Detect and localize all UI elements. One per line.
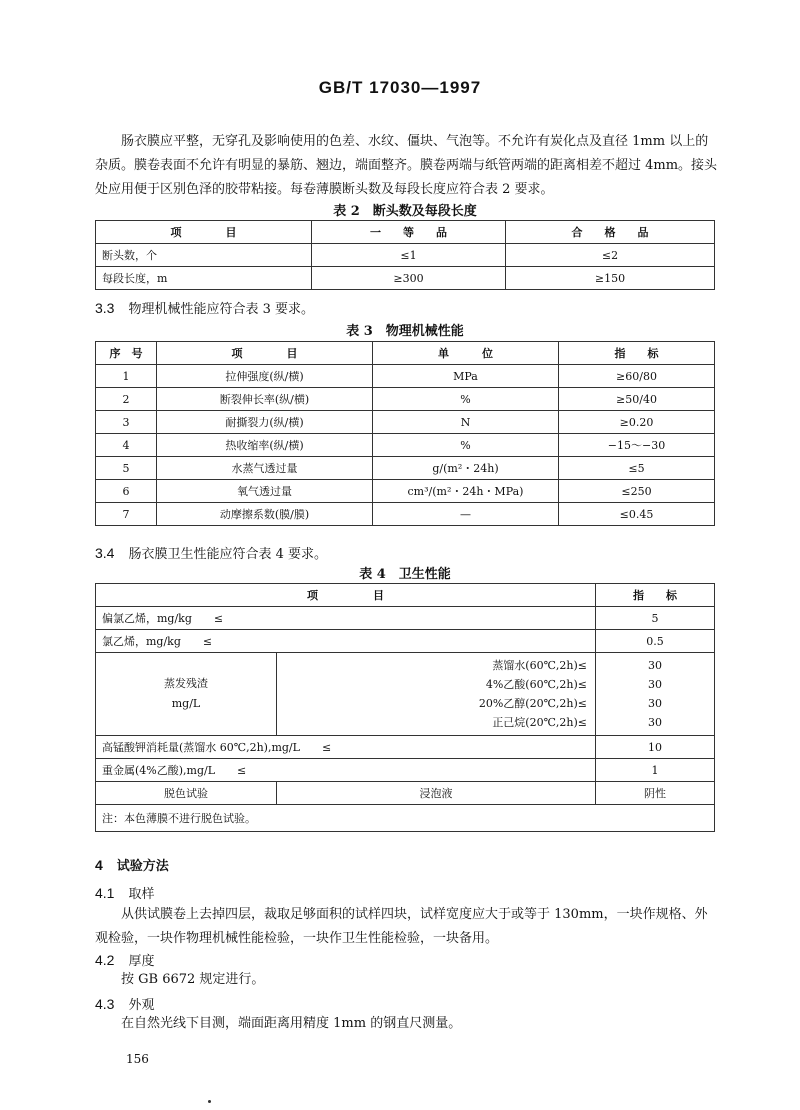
table-header-row [96,342,715,365]
table3 [95,341,715,526]
table-cell: 6 [96,480,157,503]
section-4-2-text: 按 GB 6672 规定进行。 [121,972,265,987]
table-cell: cm³/(m²・24h・MPa) [373,480,559,503]
table-cell: 氧气透过量 [157,480,373,503]
table-row [96,653,715,736]
table-cell: −15～−30 [559,434,715,457]
table-cell: 1 [96,365,157,388]
table-cell: 0.5 [596,630,715,653]
table-row [96,480,715,503]
table-row [96,503,715,526]
table-cell: N [373,411,559,434]
table-cell: 5 [596,607,715,630]
table-row [96,759,715,782]
table-header: 序 号 [96,342,157,365]
table-row [96,244,715,267]
table-row [96,365,715,388]
table-cell: 3 [96,411,157,434]
section-number: 4 [95,857,103,873]
table-header: 指 标 [596,584,715,607]
table-cell: % [373,434,559,457]
standard-number: GB/T 17030—1997 [318,78,482,97]
table-header-row [96,584,715,607]
section-3-3 [95,298,314,317]
section-title: 试验方法 [116,859,169,874]
section-text: 物理机械性能应符合表 3 要求。 [128,302,315,317]
table-header: 单 位 [373,342,559,365]
section-4 [95,855,169,874]
section-title: 取样 [128,887,155,902]
table2-caption: 表 2 断头数及每段长度 [333,204,477,219]
page-number: 156 [126,1052,149,1066]
table4 [95,583,715,832]
table-row [96,630,715,653]
section-4-2 [95,950,154,969]
section-text: 肠衣膜卫生性能应符合表 4 要求。 [128,547,328,562]
table-cell: 脱色试验 [96,782,277,805]
section-number: 4.3 [95,996,115,1012]
table-cell: 断头数，个 [96,244,312,267]
table-header: 合 格 品 [506,221,715,244]
table-cell: 浸泡液 [277,782,596,805]
table-cell: ≤0.45 [559,503,715,526]
table-cell: 高锰酸钾消耗量(蒸馏水 60℃,2h),mg/L ≤ [96,736,596,759]
evap-value: 30 [648,697,662,710]
table-cell: 5 [96,457,157,480]
table4-caption: 表 4 卫生性能 [359,567,451,582]
table-cell: 2 [96,388,157,411]
evap-subitem: 蒸馏水(60℃,2h)≤ [492,659,587,672]
table-cell: ≤250 [559,480,715,503]
table-cell: 氯乙烯，mg/kg ≤ [96,630,596,653]
table-row [96,736,715,759]
table-note-row [96,805,715,832]
table-cell: ≥300 [312,267,506,290]
evap-label-cell [96,653,277,736]
section-title: 厚度 [128,954,155,969]
section-number: 3.3 [95,300,115,316]
section-3-4 [95,543,327,562]
evap-subitem: 4%乙酸(60℃,2h)≤ [485,678,587,691]
section-number: 4.2 [95,952,115,968]
table-cell: 热收缩率(纵/横) [157,434,373,457]
table-header: 项 目 [96,584,596,607]
intro-paragraph: 肠衣膜应平整，无穿孔及影响使用的色差、水纹、僵块、气泡等。不允许有炭化点及直径 1mm 以上的杂质。膜卷表面不允许有明显的暴筋、翘边，端面整齐。膜卷两端与纸管两端的距离相差不超过 4mm。接头处应用便于区别色泽的胶带粘接。每卷薄膜断头数及每段长度应符合表 2 要求。 [95,134,718,197]
section-4-3-text: 在自然光线下目测，端面距离用精度 1mm 的钢直尺测量。 [121,1016,462,1031]
evap-value: 30 [648,678,662,691]
table-cell: ≤2 [506,244,715,267]
evap-subitems-cell [277,653,596,736]
table-row [96,411,715,434]
table-cell: 拉伸强度(纵/横) [157,365,373,388]
evap-subitem: 正己烷(20℃,2h)≤ [492,716,587,729]
table-note: 注：本色薄膜不进行脱色试验。 [96,805,715,832]
section-4-1-text: 从供试膜卷上去掉四层，裁取足够面积的试样四块，试样宽度应大于或等于 130mm，一块作规格、外观检验，一块作物理机械性能检验，一块作卫生性能检验，一块备用。 [95,907,708,946]
table-row [96,607,715,630]
table-header: 指 标 [559,342,715,365]
table-cell: 1 [596,759,715,782]
section-number: 3.4 [95,545,115,561]
evap-label: 蒸发残渣 [164,677,208,690]
table-cell: 4 [96,434,157,457]
table-row [96,457,715,480]
table-cell: 断裂伸长率(纵/横) [157,388,373,411]
table-cell: g/(m²・24h) [373,457,559,480]
table-cell: ≥60/80 [559,365,715,388]
table-row [96,434,715,457]
table-cell: ≥150 [506,267,715,290]
table-header: 项 目 [96,221,312,244]
section-title: 外观 [128,998,155,1013]
scan-speck [208,1100,211,1103]
table-cell: 耐撕裂力(纵/横) [157,411,373,434]
table-cell: — [373,503,559,526]
section-4-1 [95,883,154,902]
evap-unit: mg/L [171,697,201,710]
table-cell: 10 [596,736,715,759]
section-4-3 [95,994,154,1013]
evap-values-cell [596,653,715,736]
table-cell: 动摩擦系数(膜/膜) [157,503,373,526]
table-cell: 每段长度，m [96,267,312,290]
table-row [96,267,715,290]
table-header: 一 等 品 [312,221,506,244]
table-header: 项 目 [157,342,373,365]
table-cell: MPa [373,365,559,388]
table-cell: ≥0.20 [559,411,715,434]
table-row [96,388,715,411]
table-cell: 7 [96,503,157,526]
table2 [95,220,715,290]
table-cell: 阴性 [596,782,715,805]
table-cell: 水蒸气透过量 [157,457,373,480]
evap-subitem: 20%乙醇(20℃,2h)≤ [478,697,587,710]
table-cell: ≤5 [559,457,715,480]
table-cell: 偏氯乙烯，mg/kg ≤ [96,607,596,630]
table3-caption: 表 3 物理机械性能 [346,324,464,339]
evap-value: 30 [648,659,662,672]
table-cell: 重金属(4%乙酸),mg/L ≤ [96,759,596,782]
table-cell: % [373,388,559,411]
evap-value: 30 [648,716,662,729]
table-row [96,782,715,805]
table-cell: ≤1 [312,244,506,267]
table-cell: ≥50/40 [559,388,715,411]
section-number: 4.1 [95,885,115,901]
table-header-row [96,221,715,244]
